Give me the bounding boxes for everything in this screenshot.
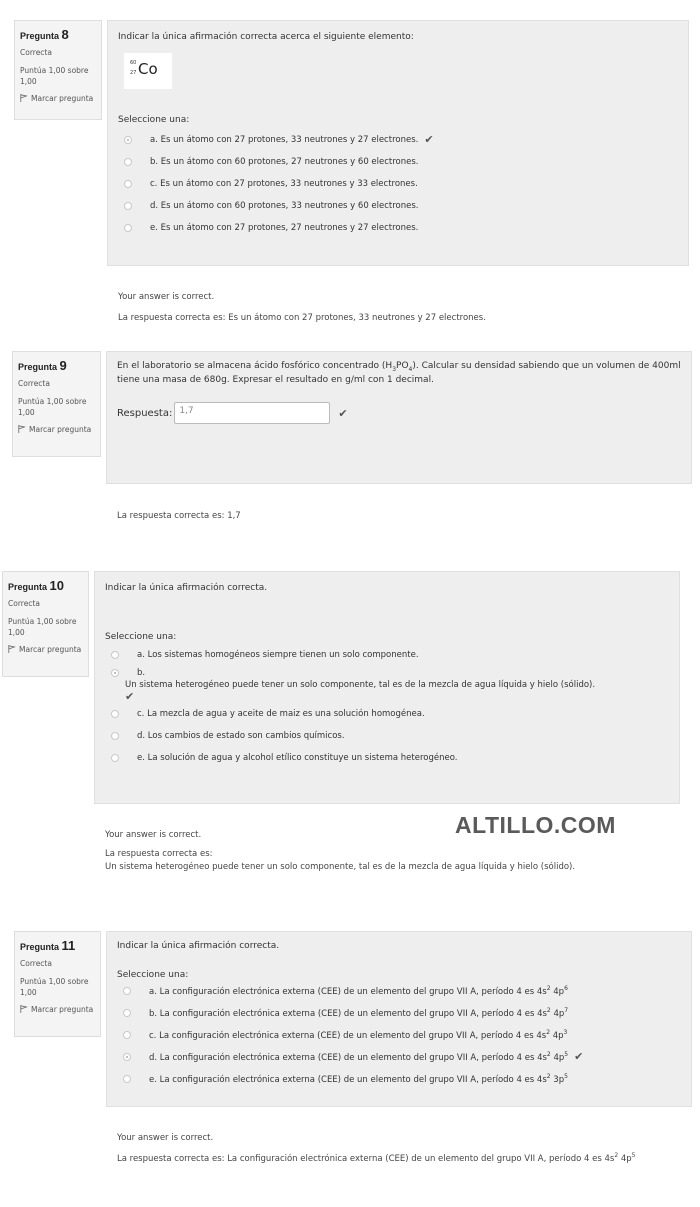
check-icon: ✔ (574, 1050, 584, 1064)
feedback-9 (117, 510, 241, 523)
element-atomic-number: 27 (130, 69, 137, 76)
question-state: Correcta (20, 959, 52, 968)
question-text (117, 360, 681, 388)
flag-question-label: Marcar pregunta (31, 93, 94, 103)
feedback-correct-answer (117, 1151, 677, 1166)
flag-icon (20, 1005, 28, 1013)
option-a[interactable] (105, 644, 669, 666)
option-b-label: b. (137, 667, 146, 678)
feedback-status: Your answer is correct. (105, 830, 202, 840)
option-d[interactable] (118, 195, 678, 217)
question-text: Indicar la única afirmación correcta. (105, 583, 268, 593)
radio-b[interactable] (123, 1009, 131, 1017)
option-c-label (149, 1029, 567, 1041)
question-label: Pregunta (18, 362, 58, 372)
option-text: 3p (550, 1074, 565, 1085)
option-text: 4p (550, 1030, 564, 1041)
option-d[interactable] (117, 1046, 681, 1068)
option-b-text: Un sistema heterogéneo puede tener un solo componente, tal es de la mezcla de agua líquida y hielo (sólido). (125, 679, 596, 690)
question-info-8 (14, 20, 102, 120)
feedback-text: 4p (620, 1154, 632, 1164)
question-number (20, 938, 95, 953)
superscript: 2 (546, 1051, 551, 1059)
radio-d[interactable] (111, 732, 119, 740)
subscript: 4 (408, 365, 413, 373)
question-content-8 (107, 20, 689, 266)
radio-d[interactable] (124, 202, 132, 210)
option-c[interactable] (117, 1024, 681, 1046)
option-b[interactable] (105, 666, 669, 680)
superscript: 6 (564, 985, 568, 993)
radio-c[interactable] (111, 710, 119, 718)
option-text: e. La configuración electrónica externa (CEE) de un elemento del grupo VII A, período 4 es 4s (149, 1074, 547, 1085)
feedback-status: Your answer is correct. (118, 292, 215, 302)
flag-question-label: Marcar pregunta (19, 644, 82, 654)
option-d-label: d. Los cambios de estado son cambios químicos. (137, 730, 345, 741)
option-text: a. La configuración electrónica externa (CEE) de un elemento del grupo VII A, período 4 es 4s (149, 986, 547, 997)
element-mass: 60 (130, 59, 137, 66)
option-b[interactable] (117, 1002, 681, 1024)
watermark: ALTILLO.COM (455, 812, 616, 838)
option-e[interactable] (105, 747, 669, 769)
option-a[interactable] (117, 980, 681, 1002)
select-prompt: Seleccione una: (118, 114, 190, 125)
superscript: 2 (546, 985, 551, 993)
superscript: 2 (614, 1152, 619, 1160)
question-number (18, 358, 95, 373)
check-icon: ✔ (125, 689, 135, 703)
flag-icon (18, 425, 26, 433)
select-prompt: Seleccione una: (117, 969, 189, 980)
radio-e[interactable] (111, 754, 119, 762)
radio-d[interactable] (123, 1053, 131, 1061)
question-content-11 (106, 931, 692, 1107)
radio-e[interactable] (124, 224, 132, 232)
question-state: Correcta (18, 379, 50, 388)
option-text: c. La configuración electrónica externa (CEE) de un elemento del grupo VII A, período 4 es 4s (149, 1030, 547, 1041)
question-grade: Puntúa 1,00 sobre 1,00 (18, 397, 87, 418)
question-number-value: 8 (61, 27, 69, 42)
question-label: Pregunta (8, 582, 48, 592)
radio-e[interactable] (123, 1075, 131, 1083)
flag-question-link[interactable] (18, 425, 95, 434)
question-content-10 (94, 571, 680, 804)
superscript: 2 (546, 1073, 551, 1081)
option-e-label (149, 1073, 568, 1085)
option-a-label (149, 985, 568, 997)
option-c[interactable] (105, 703, 669, 725)
option-b-label (149, 1007, 568, 1019)
question-text: Indicar la única afirmación correcta acerca el siguiente elemento: (118, 32, 414, 42)
feedback-correct-answer: La respuesta correcta es: Es un átomo con 27 protones, 33 neutrones y 27 electrones. (118, 313, 486, 324)
question-number-value: 11 (61, 938, 76, 953)
question-info-10 (2, 571, 89, 677)
answer-label: Respuesta: (117, 407, 173, 419)
feedback-11 (117, 1132, 677, 1166)
question-text: Indicar la única afirmación correcta. (117, 941, 280, 951)
option-e-label: e. La solución de agua y alcohol etílico constituye un sistema heterogéneo. (137, 752, 458, 763)
option-c-label: c. Es un átomo con 27 protones, 33 neutrones y 33 electrones. (150, 178, 418, 189)
superscript: 7 (564, 1007, 569, 1015)
option-text: 4p (550, 986, 565, 997)
question-content-9 (106, 351, 692, 484)
question-grade: Puntúa 1,00 sobre 1,00 (20, 66, 89, 87)
feedback-text: La respuesta correcta es: La configuración electrónica externa (CEE) de un elemento del grupo VII A, período 4 es 4s (117, 1154, 615, 1164)
question-grade: Puntúa 1,00 sobre 1,00 (20, 977, 89, 998)
question-number-value: 9 (59, 358, 67, 373)
flag-question-label: Marcar pregunta (29, 424, 92, 434)
option-e-label: e. Es un átomo con 27 protones, 27 neutrones y 27 electrones. (150, 222, 419, 233)
option-d[interactable] (105, 725, 669, 747)
option-d-label (149, 1051, 568, 1063)
radio-a[interactable] (111, 651, 119, 659)
element-image (124, 53, 172, 89)
option-text: b. La configuración electrónica externa (CEE) de un elemento del grupo VII A, período 4 es 4s (149, 1008, 547, 1019)
superscript: 2 (546, 1029, 551, 1037)
radio-c[interactable] (123, 1031, 131, 1039)
flag-question-link[interactable] (20, 94, 96, 103)
question-text-part: ). Calcular su densidad sabiendo que un volumen de 400ml tiene una masa de 680g. Expresar el resultado en g/ml con 1 decimal. (117, 361, 681, 386)
superscript: 5 (564, 1051, 569, 1059)
question-info-11 (14, 931, 101, 1037)
answer-row (117, 402, 681, 424)
option-a-label: a. Los sistemas homogéneos siempre tienen un solo componente. (137, 649, 419, 660)
feedback-status: Your answer is correct. (117, 1133, 214, 1143)
option-text: d. La configuración electrónica externa (CEE) de un elemento del grupo VII A, período 4 es 4s (149, 1052, 547, 1063)
superscript: 2 (546, 1007, 551, 1015)
select-prompt: Seleccione una: (105, 631, 177, 642)
feedback-correct-label: La respuesta correcta es: (105, 849, 213, 860)
option-e[interactable] (118, 217, 678, 239)
feedback-8 (118, 291, 486, 325)
check-icon: ✔ (338, 406, 348, 420)
option-text: 4p (550, 1052, 565, 1063)
question-text-part: En el laboratorio se almacena ácido fosfórico concentrado (H (117, 361, 393, 371)
question-number (20, 27, 96, 42)
answer-input[interactable]: 1,7 (174, 402, 330, 424)
flag-icon (20, 94, 28, 102)
radio-a[interactable] (124, 136, 132, 144)
feedback-correct-answer: Un sistema heterogéneo puede tener un solo componente, tal es de la mezcla de agua líquida y hielo (sólido). (105, 862, 576, 873)
option-e[interactable] (117, 1068, 681, 1090)
question-number-value: 10 (49, 578, 64, 593)
question-grade: Puntúa 1,00 sobre 1,00 (8, 617, 77, 638)
flag-question-link[interactable] (8, 645, 83, 654)
option-b-label: b. Es un átomo con 60 protones, 27 neutrones y 60 electrones. (150, 156, 419, 167)
flag-icon (8, 645, 16, 653)
option-text: 4p (550, 1008, 565, 1019)
check-icon: ✔ (424, 133, 434, 147)
question-state: Correcta (20, 48, 52, 57)
question-text-part: PO (396, 361, 409, 371)
option-c-label: c. La mezcla de agua y aceite de maiz es una solución homogénea. (137, 708, 425, 719)
question-label: Pregunta (20, 31, 60, 41)
question-info-9 (12, 351, 101, 457)
element-symbol: Co (138, 59, 158, 78)
superscript: 5 (564, 1073, 568, 1081)
superscript: 5 (631, 1152, 636, 1160)
radio-b[interactable] (124, 158, 132, 166)
option-c[interactable] (118, 173, 678, 195)
superscript: 3 (563, 1029, 568, 1037)
option-a-label: a. Es un átomo con 27 protones, 33 neutrones y 27 electrones. (150, 134, 419, 145)
option-d-label: d. Es un átomo con 60 protones, 33 neutrones y 60 electrones. (150, 200, 419, 211)
flag-question-link[interactable] (20, 1005, 95, 1014)
option-b[interactable] (118, 151, 678, 173)
question-label: Pregunta (20, 942, 60, 952)
option-a[interactable] (118, 129, 678, 151)
feedback-correct-answer: La respuesta correcta es: 1,7 (117, 511, 241, 521)
flag-question-label: Marcar pregunta (31, 1004, 94, 1014)
question-number (8, 578, 83, 593)
radio-a[interactable] (123, 987, 131, 995)
question-state: Correcta (8, 599, 40, 608)
subscript: 3 (392, 365, 397, 373)
radio-b[interactable] (111, 669, 119, 677)
radio-c[interactable] (124, 180, 132, 188)
